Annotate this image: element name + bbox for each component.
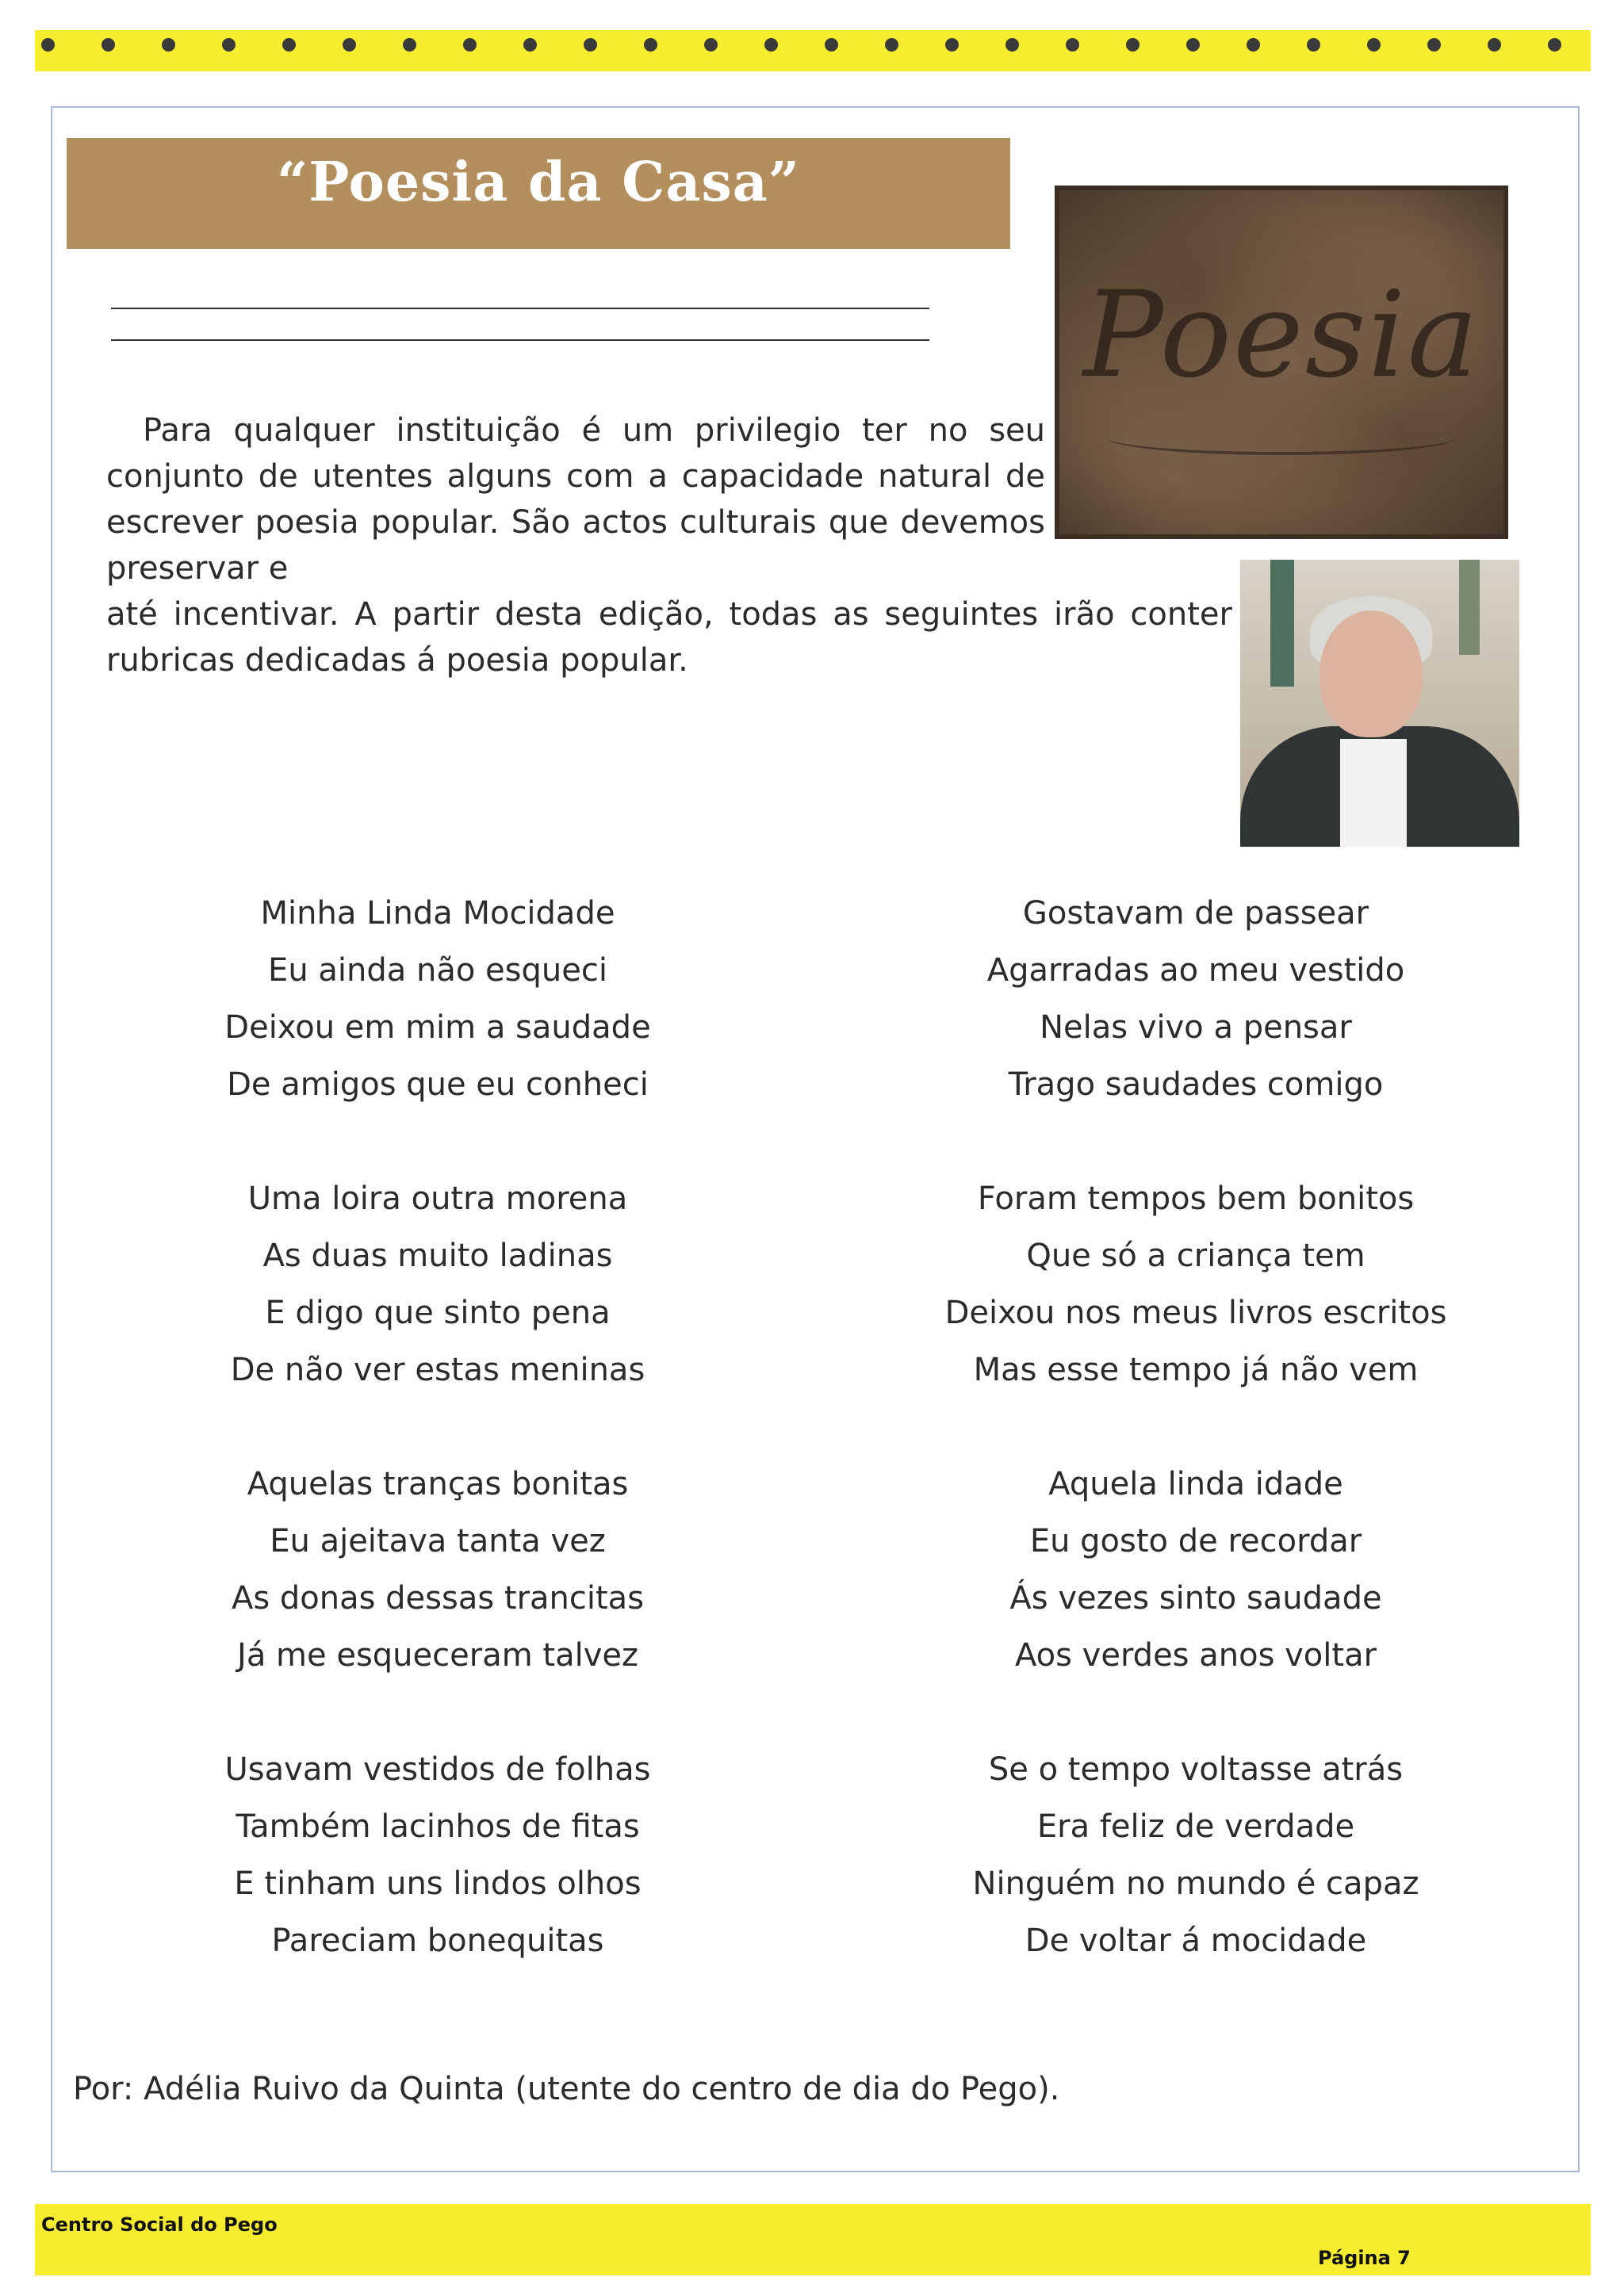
decorative-dot <box>343 38 356 52</box>
poem-line: De não ver estas meninas <box>230 1352 645 1388</box>
poem-line: Pareciam bonequitas <box>271 1923 604 1959</box>
decorative-dot <box>1427 38 1441 52</box>
decorative-dot <box>704 38 718 52</box>
poem-stanza-right <box>910 885 1481 1113</box>
poem-stanza-right <box>910 1456 1481 1684</box>
poem-line: Eu gosto de recordar <box>1029 1523 1362 1559</box>
decorative-dot <box>282 38 296 52</box>
poem-line: E digo que sinto pena <box>265 1295 611 1331</box>
poem-line: Eu ainda não esqueci <box>268 952 607 989</box>
poem-line: Gostavam de passear <box>1022 895 1369 932</box>
poem-stanza-right <box>910 1170 1481 1399</box>
top-decorative-band <box>35 30 1591 71</box>
poem-line: Usavam vestidos de folhas <box>224 1751 651 1788</box>
decorative-dot <box>1066 38 1079 52</box>
decorative-dot <box>644 38 657 52</box>
poem-line: Agarradas ao meu vestido <box>986 952 1405 989</box>
poem-line: Trago saudades comigo <box>1008 1066 1384 1103</box>
decorative-dot <box>1367 38 1381 52</box>
sign-lettering: Poesia <box>1082 266 1480 404</box>
poem-stanza-left <box>152 1741 723 1969</box>
intro-paragraph: Para qualquer instituição é um privilegio ter no seu conjunto de utentes alguns com a capacidade natural de escrever poesia popular. São actos culturais que devemos preservar e <box>106 412 1045 587</box>
decorative-dot <box>584 38 597 52</box>
decorative-dot <box>1126 38 1139 52</box>
poem-line: Que só a criança tem <box>1026 1238 1365 1274</box>
decorative-dot <box>825 38 838 52</box>
decorative-dot <box>102 38 115 52</box>
poem-line: Deixou nos meus livros escritos <box>944 1295 1447 1331</box>
intro-paragraph-tail <box>106 591 1232 683</box>
poem-line: Ás vezes sinto saudade <box>1009 1580 1382 1617</box>
author-portrait-photo <box>1240 560 1519 847</box>
decorative-dot <box>463 38 477 52</box>
decorative-dot <box>1186 38 1200 52</box>
decorative-dot <box>162 38 175 52</box>
decorative-dot <box>403 38 416 52</box>
poem-line: Era feliz de verdade <box>1036 1808 1355 1845</box>
photo-face <box>1320 610 1423 737</box>
page-number: Página 7 <box>1318 2247 1411 2269</box>
decorative-dot <box>1548 38 1561 52</box>
intro-tail-line-1: até incentivar. A partir desta edição, todas as seguintes irão conter <box>106 596 1232 633</box>
divider-line-1 <box>111 308 929 309</box>
photo-tree-trunk <box>1270 560 1294 687</box>
decorative-dot <box>764 38 778 52</box>
photo-tree-trunk-2 <box>1459 560 1480 655</box>
poem-line: Aquelas tranças bonitas <box>247 1466 629 1502</box>
poem-line: Já me esqueceram talvez <box>237 1637 638 1674</box>
intro-tail-line-2: rubricas dedicadas á poesia popular. <box>106 642 688 679</box>
decorative-dot <box>523 38 537 52</box>
poem-stanza-left <box>152 885 723 1113</box>
decorative-dot <box>1488 38 1501 52</box>
poem-line: Uma loira outra morena <box>247 1181 628 1217</box>
poem-line: De amigos que eu conheci <box>227 1066 649 1103</box>
poesia-sign-image <box>1055 186 1508 539</box>
poem-line: Aos verdes anos voltar <box>1014 1637 1377 1674</box>
poem-stanza-left <box>152 1456 723 1684</box>
poem-line: Também lacinhos de fitas <box>236 1808 640 1845</box>
poem-stanza-right <box>910 1741 1481 1969</box>
poem-line: Minha Linda Mocidade <box>260 895 615 932</box>
poem-line: Deixou em mim a saudade <box>224 1009 651 1046</box>
sign-flourish <box>1107 420 1456 455</box>
poem-line: De voltar á mocidade <box>1025 1923 1367 1959</box>
poem-line: As duas muito ladinas <box>262 1238 613 1274</box>
poem-line: Ninguém no mundo é capaz <box>972 1866 1419 1902</box>
poem-line: Nelas vivo a pensar <box>1040 1009 1352 1046</box>
page-title: “Poesia da Casa” <box>277 151 800 214</box>
poem-stanza-left <box>152 1170 723 1399</box>
author-credit: Por: Adélia Ruivo da Quinta (utente do centro de dia do Pego). <box>73 2071 1060 2107</box>
decorative-dot <box>1247 38 1260 52</box>
poem-line: E tinham uns lindos olhos <box>234 1866 642 1902</box>
poem-line: Aquela linda idade <box>1048 1466 1343 1502</box>
poem-line: Foram tempos bem bonitos <box>977 1181 1415 1217</box>
poem-line: Se o tempo voltasse atrás <box>988 1751 1404 1788</box>
decorative-dot <box>222 38 236 52</box>
poem-line: As donas dessas trancitas <box>231 1580 645 1617</box>
organization-name: Centro Social do Pego <box>41 2214 278 2236</box>
photo-shirt <box>1340 739 1407 847</box>
decorative-dot <box>945 38 959 52</box>
decorative-dot <box>1307 38 1320 52</box>
decorative-dot <box>885 38 898 52</box>
poem-line: Eu ajeitava tanta vez <box>270 1523 606 1559</box>
decorative-dot <box>1005 38 1019 52</box>
decorative-dot <box>41 38 55 52</box>
divider-line-2 <box>111 339 929 341</box>
poem-line: Mas esse tempo já não vem <box>973 1352 1419 1388</box>
